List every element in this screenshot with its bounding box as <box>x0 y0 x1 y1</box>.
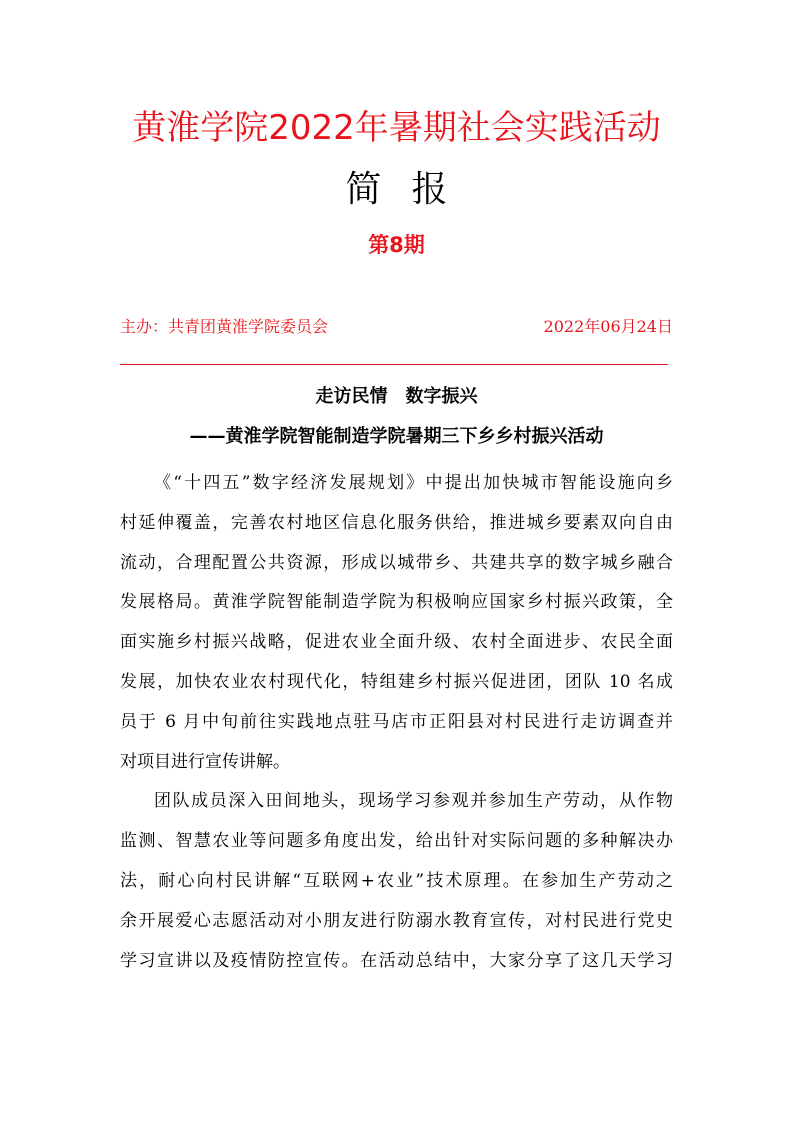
paragraph-line: 发展，加快农业农村现代化，特组建乡村振兴促进团，团队 10 名成 <box>120 671 673 692</box>
issue-number: 第8期 <box>368 233 425 257</box>
publish-date: 2022年06月24日 <box>543 317 673 336</box>
article-subtitle: ——黄淮学院智能制造学院暑期三下乡乡村振兴活动 <box>189 426 604 447</box>
paragraph-line: 学习宣讲以及疫情防控宣传。在活动总结中，大家分享了这几天学习 <box>120 950 673 971</box>
bulletin-sub-title: 简报 <box>345 169 478 210</box>
paragraph-line: 发展格局。黄淮学院智能制造学院为积极响应国家乡村振兴政策，全 <box>120 592 673 613</box>
paragraph-line: 流动，合理配置公共资源，形成以城带乡、共建共享的数字城乡融合 <box>120 552 673 573</box>
paragraph-line: 面实施乡村振兴战略，促进农业全面升级、农村全面进步、农民全面 <box>120 632 673 653</box>
paragraph-line: 员于 6 月中旬前往实践地点驻马店市正阳县对村民进行走访调查并 <box>120 711 673 732</box>
paragraph-line: 对项目进行宣传讲解。 <box>120 751 290 772</box>
paragraph-line: 监测、智慧农业等问题多角度出发，给出针对实际问题的多种解决办 <box>120 831 673 852</box>
paragraph-line: 余开展爱心志愿活动对小朋友进行防溺水教育宣传，对村民进行党史 <box>120 910 673 931</box>
paragraph-line: 《“十四五”数字经济发展规划》中提出加快城市智能设施向乡 <box>154 473 673 493</box>
header-divider <box>120 364 668 365</box>
article-title: 走访民情 数字振兴 <box>315 386 478 407</box>
paragraph-line: 村延伸覆盖，完善农村地区信息化服务供给，推进城乡要素双向自由 <box>120 512 673 533</box>
sponsor-text: 主办：共青团黄淮学院委员会 <box>120 317 329 336</box>
bulletin-main-title: 黄淮学院2022年暑期社会实践活动 <box>132 108 661 148</box>
article-body <box>120 464 673 981</box>
article-paragraph <box>120 464 673 782</box>
article-paragraph <box>120 782 673 981</box>
paragraph-line: 法，耐心向村民讲解“互联网+农业”技术原理。在参加生产劳动之 <box>120 870 673 891</box>
paragraph-line: 团队成员深入田间地头，现场学习参观并参加生产劳动，从作物 <box>154 791 673 812</box>
meta-row <box>120 315 673 339</box>
